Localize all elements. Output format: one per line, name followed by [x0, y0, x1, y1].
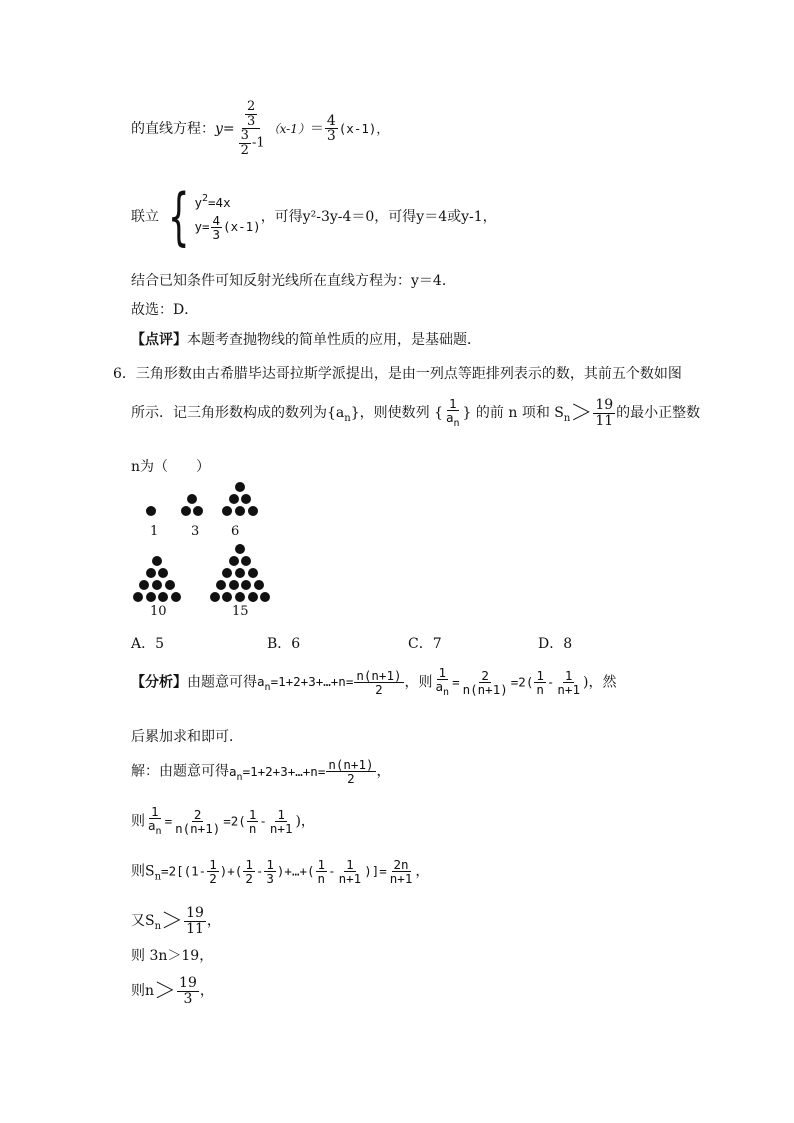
triangle-dot: [210, 592, 220, 602]
triangle-dot: [171, 592, 181, 602]
triangle-dot: [229, 494, 239, 504]
analysis-tag: 【分析】: [131, 674, 187, 691]
triangle-dot: [241, 556, 251, 566]
triangle-dot: [216, 580, 226, 590]
solution-line6: 则n＞ $\frac{19}{3}$ ，: [131, 974, 214, 1007]
triangle-dot: [146, 592, 156, 602]
triangle-dot: [181, 506, 191, 516]
slope-den-tail: -1: [251, 135, 265, 151]
solution-line1: 解：由题意可得$a_n=1+2+3+\dots+n=$ $\frac{n(n+1)}{2}$ ，: [131, 757, 391, 787]
triangle-dot: [152, 556, 162, 566]
line1-tail: (x-1)，: [338, 120, 389, 136]
triangle-dot: [158, 568, 168, 578]
triangle-dot: [165, 580, 175, 590]
triangle-dot: [235, 544, 245, 554]
triangle-dot: [222, 506, 232, 516]
line1-eq: =: [222, 120, 235, 137]
slope-den-num: 3: [240, 128, 249, 144]
triangle-dot: [193, 506, 203, 516]
triangle-dot: [139, 580, 149, 590]
comment-text: 本题考查抛物线的简单性质的应用，是基础题．: [187, 332, 481, 348]
solution-line4: 又$S_n>$ $\frac{19}{11}$ ，: [131, 904, 221, 937]
line2-after: ，可得y²-3y-4＝0，可得y＝4或y-1，: [260, 209, 497, 225]
solution-line2: 则 $\frac{1}{a_n}$ = $\frac{2}{n(n+1)}$ =2( $\frac{1}{n}$ - $\frac{1}{n+1}$ )，: [131, 804, 315, 838]
line-line-equation: [131, 100, 389, 158]
triangle-dot: [235, 482, 245, 492]
left-brace: {: [167, 180, 190, 253]
label-10: 10: [150, 604, 167, 619]
solution-line3: 则$S_n=2[(1-$ $\frac{1}{2}$ )+( $\frac{1}{2}$ - $\frac{1}{3}$ )+…+( $\frac{1}{n}$ - $\frac{1}{n+1}$ )]= $\frac{2n}{n+1}$ ，: [131, 857, 430, 887]
triangle-dot: [248, 506, 258, 516]
line1-y: y: [215, 120, 223, 137]
triangle-dot: [254, 580, 264, 590]
line-choose: 故选：D．: [131, 302, 199, 318]
analysis-line2: 后累加求和即可．: [131, 729, 243, 745]
question-6-line1: [113, 363, 682, 383]
line1-eq2: ＝: [309, 120, 324, 137]
triangle-dot: [235, 506, 245, 516]
triangle-dot: [241, 494, 251, 504]
option-d[interactable]: D．8: [538, 636, 573, 652]
question-number: 6．: [113, 366, 136, 382]
system-eq1: $y^2=4x$: [194, 192, 231, 210]
equation-system: [194, 193, 260, 241]
triangle-dot: [152, 580, 162, 590]
label-15: 15: [232, 604, 249, 619]
line-comment: [131, 329, 481, 349]
triangle-dot: [187, 494, 197, 504]
question-text-1: 三角形数由古希腊毕达哥拉斯学派提出，是由一列点等距排列表示的数，其前五个数如图: [135, 366, 682, 382]
line-conclusion: 结合已知条件可知反射光线所在直线方程为：y＝4．: [131, 273, 456, 289]
slope-inner-num: 2: [246, 99, 256, 114]
triangle-dot: [229, 556, 239, 566]
triangle-dot: [158, 592, 168, 602]
four-thirds-den: 3: [326, 128, 336, 145]
triangle-dot: [235, 592, 245, 602]
triangle-dot: [222, 592, 232, 602]
triangle-dot: [229, 580, 239, 590]
question-6-line3: n为（ ）: [131, 459, 211, 475]
triangle-dot: [248, 568, 258, 578]
triangle-dot: [133, 592, 143, 602]
option-b[interactable]: B．6: [267, 636, 301, 652]
triangle-dot: [260, 592, 270, 602]
triangle-dot: [146, 568, 156, 578]
four-thirds-fraction: [325, 114, 338, 144]
four-thirds-num: 4: [326, 112, 336, 129]
label-3: 3: [191, 524, 200, 539]
slope-den-den: 2: [240, 142, 249, 158]
option-c[interactable]: C．7: [408, 636, 442, 652]
line-simultaneous: [131, 180, 497, 253]
slope-inner-den: 3: [246, 113, 256, 129]
triangle-dot: [248, 592, 258, 602]
line1-paren: （x-1）: [267, 121, 310, 136]
line2-prefix: 联立: [131, 209, 159, 225]
triangle-dot: [241, 580, 251, 590]
analysis-line1: 【分析】由题意可得$a_n=1+2+3+\dots+n=$ $\frac{n(n+1)}{2}$ ，则 $\frac{1}{a_n}$ = $\frac{2}{n(n+1)}$ =2( $\frac{1}{n}$ - $\frac{1}{n+1}$ )，然: [131, 665, 617, 699]
system-eq2: y= $\frac{4}{3}$ (x-1): [194, 212, 261, 242]
question-6-line2: 所示．记三角形数构成的数列为$\{a_n\}$，则使数列 { $\frac{1}{a_n}$ } 的前 n 项和 $S_n>$ $\frac{19}{11}$ 的最小正整数: [131, 395, 701, 429]
slope-fraction: [236, 100, 267, 158]
label-1: 1: [150, 524, 159, 539]
triangle-dot: [146, 506, 156, 516]
option-a[interactable]: A．5: [131, 636, 165, 652]
triangle-dot: [235, 568, 245, 578]
comment-tag: 【点评】: [131, 332, 187, 348]
solution-line5: 则 3n＞19，: [131, 948, 214, 964]
triangle-dot: [222, 568, 232, 578]
line1-prefix: 的直线方程：: [131, 120, 215, 137]
label-6: 6: [231, 524, 240, 539]
